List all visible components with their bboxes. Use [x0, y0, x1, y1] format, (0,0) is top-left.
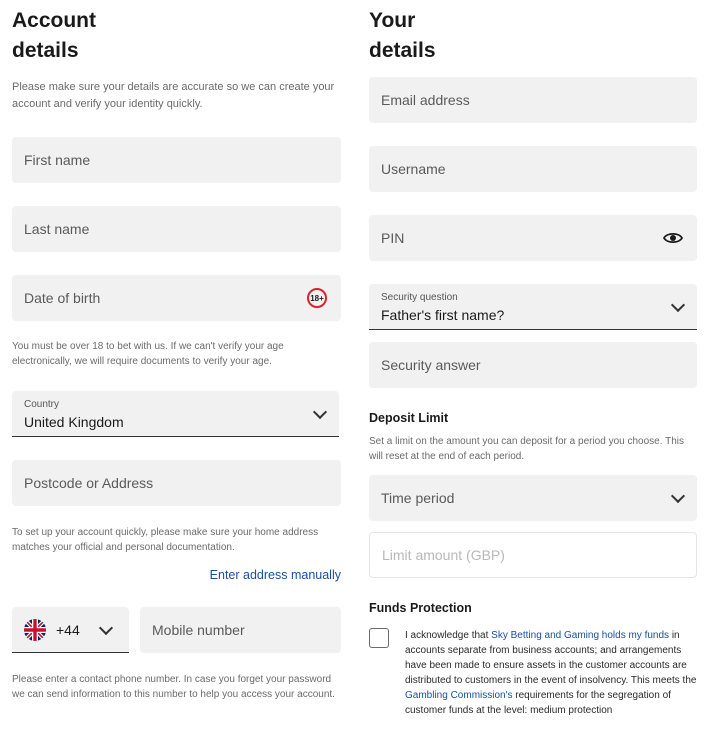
dob-placeholder: Date of birth [24, 290, 101, 306]
limit-amount-placeholder: Limit amount (GBP) [382, 547, 505, 563]
account-details-title [12, 6, 212, 66]
postcode-address-field[interactable] [12, 460, 341, 506]
phone-prefix-select[interactable] [12, 607, 129, 653]
funds-protection-title: Funds Protection [369, 601, 472, 615]
first-name-placeholder: First name [24, 152, 91, 168]
limit-amount-field[interactable] [369, 532, 697, 578]
security-question-value: Father's first name? [381, 307, 505, 323]
pin-placeholder: PIN [381, 230, 405, 246]
first-name-field[interactable] [12, 137, 341, 183]
chevron-down-icon [671, 297, 685, 311]
deposit-limit-help: Set a limit on the amount you can deposit for a period you choose. This will reset at the end of each period. [369, 436, 684, 462]
your-title-line2: details [369, 39, 436, 62]
email-address-field[interactable] [369, 77, 697, 123]
sky-betting-funds-link[interactable]: Sky Betting and Gaming holds my funds [491, 630, 670, 641]
age-18-plus-icon: 18+ [307, 288, 327, 308]
funds-text-c: requirements for the segregation of customer funds at the level: medium protection [405, 690, 671, 716]
your-details-title [369, 6, 569, 66]
country-select[interactable] [12, 391, 339, 437]
email-placeholder: Email address [381, 92, 470, 108]
gambling-commission-link[interactable]: Gambling Commission's [405, 690, 513, 701]
security-answer-field[interactable] [369, 342, 697, 388]
security-question-label: Security question [381, 292, 458, 303]
postcode-placeholder: Postcode or Address [24, 475, 154, 491]
last-name-field[interactable] [12, 206, 341, 252]
uk-flag-icon [24, 619, 46, 641]
country-value: United Kingdom [24, 414, 124, 430]
mobile-placeholder: Mobile number [152, 622, 245, 638]
security-answer-placeholder: Security answer [381, 357, 481, 373]
country-label: Country [24, 399, 60, 410]
mobile-number-field[interactable] [140, 607, 341, 653]
chevron-down-icon [99, 620, 113, 634]
time-period-placeholder: Time period [381, 490, 455, 506]
account-intro-text: Please make sure your details are accurate so we can create your account and verify your identity quickly. [12, 81, 335, 110]
account-title-line2: details [12, 39, 79, 62]
phone-prefix-value: +44 [56, 622, 80, 638]
funds-text-a: I acknowledge that [405, 630, 492, 641]
username-field[interactable] [369, 146, 697, 192]
chevron-down-icon [671, 489, 685, 503]
funds-protection-text [405, 628, 697, 718]
username-placeholder: Username [381, 161, 446, 177]
chevron-down-icon [313, 404, 327, 418]
enter-address-manually-link[interactable]: Enter address manually [209, 568, 341, 582]
last-name-placeholder: Last name [24, 221, 90, 237]
age-help-text: You must be over 18 to bet with us. If we can't verify your age electronically, we will require documents to verify your age. [12, 341, 284, 367]
funds-text-b: in accounts separate from business accounts; and arrangements have been made to ensure assets in the customer accounts are distributed to customers in the event of insolvency. This meets the [405, 630, 697, 686]
account-title-line1: Account [12, 9, 96, 32]
your-title-line1: Your [369, 9, 416, 32]
pin-field[interactable] [369, 215, 697, 261]
eye-icon[interactable] [663, 231, 683, 245]
phone-help-text: Please enter a contact phone number. In case you forget your password we can send information to this number to help you access your account. [12, 674, 335, 700]
time-period-select[interactable] [369, 475, 697, 521]
security-question-select[interactable] [369, 284, 697, 330]
address-help-text: To set up your account quickly, please make sure your home address matches your official and personal documentation. [12, 527, 319, 553]
date-of-birth-field[interactable] [12, 275, 341, 321]
funds-protection-checkbox[interactable] [369, 628, 389, 648]
deposit-limit-title: Deposit Limit [369, 411, 449, 425]
